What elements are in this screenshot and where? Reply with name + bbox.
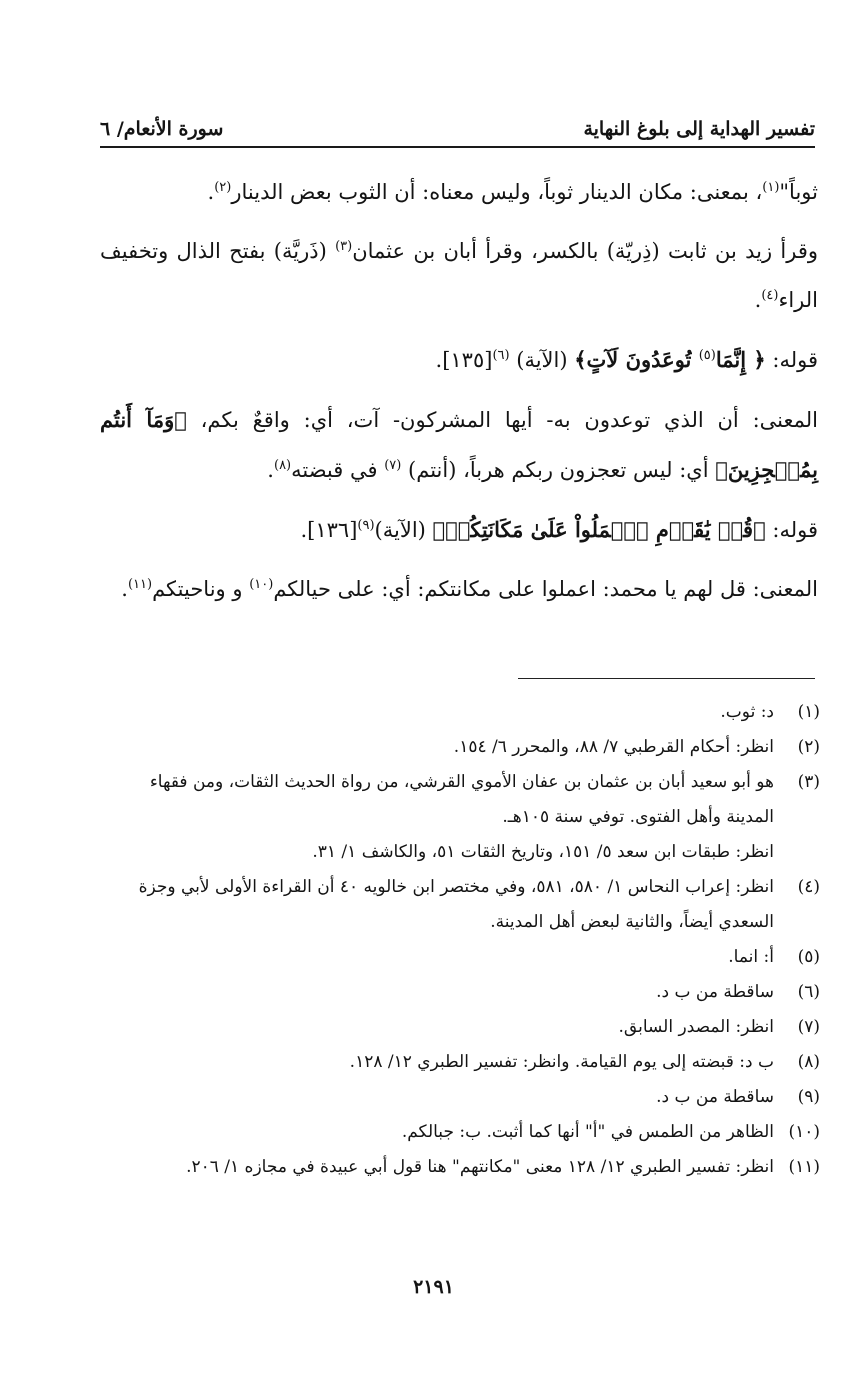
text-span: (ذَريَّة) بفتح الذال وتخفيف الراء — [100, 239, 818, 312]
quran-verse: ﴿ إِنَّمَا — [715, 347, 766, 372]
text-span: . — [121, 577, 128, 601]
footnote-item — [100, 1010, 820, 1045]
footnote-ref: (٦) — [492, 348, 510, 363]
quran-verse: ﴿وَمَآ أَنتُم بِمُعۡجِزِينَ﴾ — [100, 407, 818, 482]
text-span: . — [754, 288, 762, 312]
footnote-number: (٢) — [797, 737, 820, 757]
footnote-item — [100, 1080, 820, 1115]
text-span: (الآية) — [509, 348, 575, 372]
footnote-item — [100, 940, 820, 975]
footnote-ref: (٤) — [761, 288, 779, 303]
footnote-ref: (١٠) — [249, 577, 274, 592]
footnote-separator — [518, 678, 815, 679]
text-span: قوله: — [765, 348, 818, 372]
text-span: المعنى: أن الذي توعدون به- أيها المشركون- آت، أي: واقعٌ بكم، — [186, 408, 818, 432]
text-span: . — [267, 458, 274, 482]
footnote-text: ساقطة من ب د. — [656, 1087, 774, 1107]
surah-reference: سورة الأنعام/ ٦ — [100, 118, 224, 140]
footnote-number: (١٠) — [788, 1122, 820, 1142]
footnote-number: (٧) — [797, 1017, 820, 1037]
text-span: قوله: — [765, 518, 818, 542]
text-span: (الآية) — [374, 518, 433, 542]
footnote-text: أ: انما. — [728, 947, 774, 967]
page-number: ٢١٩١ — [413, 1276, 454, 1298]
paragraph-5 — [100, 505, 818, 555]
footnote-ref: (١١) — [127, 577, 153, 592]
footnote-number: (١) — [797, 702, 820, 722]
footnote-number: (٤) — [797, 877, 820, 897]
footnotes-list — [100, 695, 820, 1185]
footnote-item — [100, 695, 820, 730]
footnote-ref: (٧) — [384, 458, 402, 473]
footnote-number: (٦) — [797, 982, 820, 1002]
footnote-item — [100, 1150, 820, 1185]
text-span: ثوباً" — [779, 180, 818, 204]
footnote-text: انظر: تفسير الطبري ١٢/ ١٢٨ معنى "مكانتهم" هنا قول أبي عبيدة في مجازه ١/ ٢٠٦. — [186, 1157, 774, 1177]
footnote-number: (٨) — [797, 1052, 820, 1072]
text-span: في قبضته — [291, 458, 385, 482]
footnote-item — [100, 730, 820, 765]
footnote-ref: (٣) — [335, 239, 353, 254]
main-text — [100, 168, 818, 624]
text-span: و وناحيتكم — [152, 577, 250, 601]
text-span: . — [207, 180, 215, 204]
paragraph-6 — [100, 565, 818, 614]
footnote-text: ساقطة من ب د. — [656, 982, 774, 1002]
footnote-number: (٩) — [797, 1087, 820, 1107]
footnote-item — [100, 975, 820, 1010]
book-title: تفسير الهداية إلى بلوغ النهاية — [583, 118, 815, 140]
footnote-ref: (٥) — [698, 348, 716, 363]
footnote-text: انظر: طبقات ابن سعد ٥/ ١٥١، وتاريخ الثقات ٥١، والكاشف ١/ ٣١. — [312, 842, 774, 862]
paragraph-4 — [100, 395, 818, 495]
text-span: المعنى: قل لهم يا محمد: اعملوا على مكانتكم: أي: على حيالكم — [273, 577, 818, 601]
text-span: ، بمعنى: مكان الدينار ثوباً، وليس معناه: أن الثوب بعض الدينار — [231, 180, 763, 204]
footnote-item — [100, 1045, 820, 1080]
paragraph-2 — [100, 227, 818, 325]
text-span: وقرأ زيد بن ثابت (ذِريّة) بالكسر، وقرأ أبان بن عثمان — [352, 239, 818, 263]
paragraph-3 — [100, 335, 818, 385]
running-header — [100, 108, 815, 148]
footnote-number: (٥) — [797, 947, 820, 967]
footnote-ref: (١) — [762, 180, 780, 195]
paragraph-1 — [100, 168, 818, 217]
footnote-text: ب د: قبضته إلى يوم القيامة. وانظر: تفسير الطبري ١٢/ ١٢٨. — [349, 1052, 774, 1072]
footnote-text: انظر: إعراب النحاس ١/ ٥٨٠، ٥٨١، وفي مختصر ابن خالويه ٤٠ أن القراءة الأولى لأبي وجزة السعدي أيضاً، والثانية لبعض أهل المدينة. — [138, 877, 774, 932]
footnote-ref: (٩) — [357, 518, 375, 533]
footnote-number: (١١) — [788, 1157, 820, 1177]
footnote-text: د: ثوب. — [720, 702, 774, 722]
footnote-ref: (٨) — [273, 458, 292, 473]
footnote-number: (٣) — [797, 772, 820, 792]
footnote-item — [100, 1115, 820, 1150]
footnote-ref: (٢) — [214, 180, 232, 195]
footnote-text: هو أبو سعيد أبان بن عثمان بن عفان الأموي القرشي، من رواة الحديث الثقات، ومن فقهاء المدينة وأهل الفتوى. توفي سنة ١٠٥هـ. — [149, 772, 774, 827]
footnote-text: انظر: أحكام القرطبي ٧/ ٨٨، والمحرر ٦/ ١٥٤. — [453, 737, 774, 757]
footnote-text: الظاهر من الطمس في "أ" أنها كما أثبت. ب: جبالكم. — [401, 1122, 774, 1142]
footnote-text: انظر: المصدر السابق. — [618, 1017, 774, 1037]
verse-number: [١٣٥]. — [435, 348, 493, 372]
verse-number: [١٣٦]. — [300, 518, 358, 542]
quran-verse: تُوعَدُونَ لَآتٍ﴾ — [574, 347, 699, 372]
quran-verse: ﴿قُلۡ يَٰقَوۡمِ ٱعۡمَلُواْ عَلَىٰ مَكَانَتِكُمۡ﴾ — [432, 517, 766, 542]
footnote-item — [100, 870, 820, 940]
footnote-item — [100, 835, 820, 870]
footnote-item — [100, 765, 820, 835]
text-span: أي: ليس تعجزون ربكم هرباً، (أنتم) — [401, 458, 716, 482]
